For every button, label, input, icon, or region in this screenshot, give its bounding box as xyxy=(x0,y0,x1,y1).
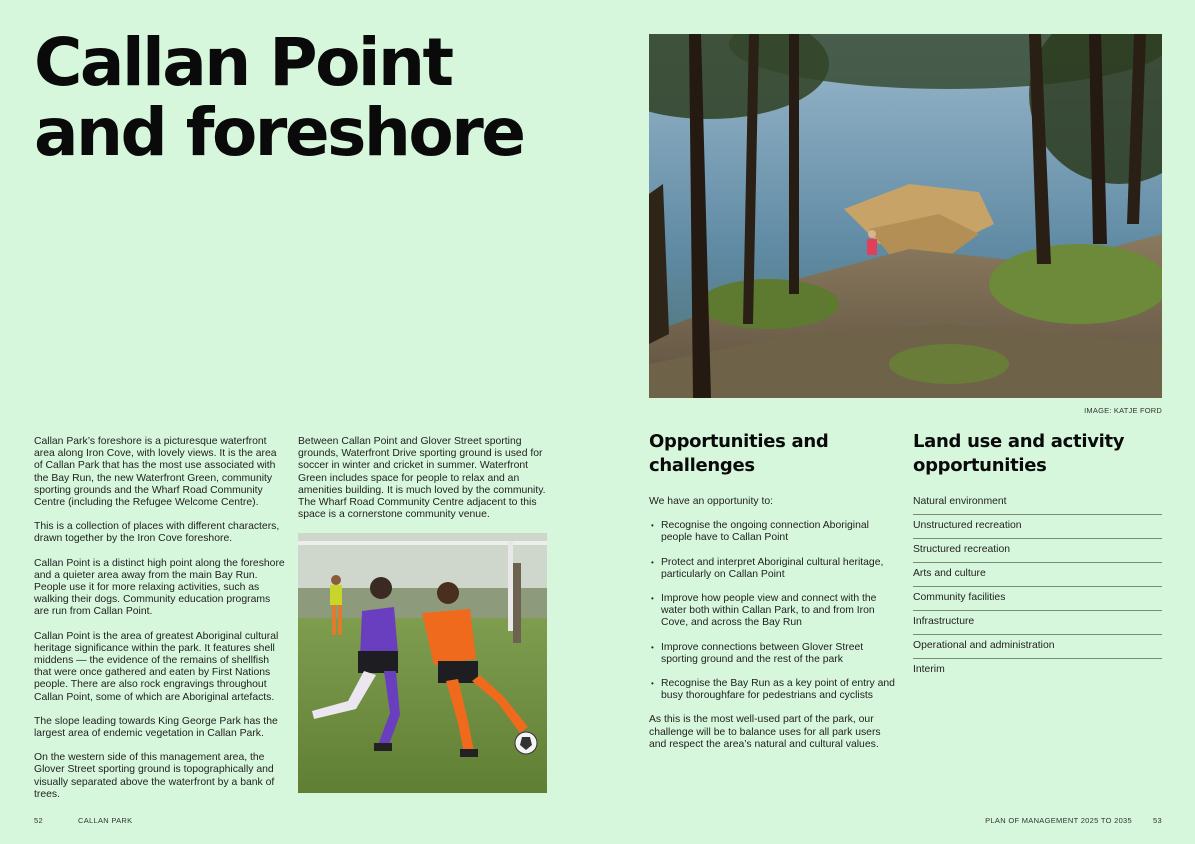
list-item: Unstructured recreation xyxy=(913,516,1162,539)
list-item: • Recognise the Bay Run as a key point of entry and busy thoroughfare for pedestrians and cyclists xyxy=(649,678,897,702)
page-number-left: 52 xyxy=(34,816,43,825)
land-use-heading: Land use and activity opportunities xyxy=(913,431,1125,476)
paragraph: Callan Park’s foreshore is a picturesque waterfront area along Iron Cove, with lovely views. It is the area of Callan Park that has the most use associated with the Bay Run, the new Waterfront Green, community sporting grounds and the Wharf Road Community Centre (including the Refugee Welcome Centre). xyxy=(34,436,277,509)
list-item: Infrastructure xyxy=(913,612,1162,635)
footer-left-label: CALLAN PARK xyxy=(78,816,133,825)
list-item: • Improve how people view and connect with the water both within Callan Park, to and from Iron Cove, and across the Bay Run xyxy=(649,593,897,630)
list-item: • Protect and interpret Aboriginal cultural heritage, particularly on Callan Point xyxy=(649,557,897,581)
paragraph: Between Callan Point and Glover Street sporting grounds, Waterfront Drive sporting ground is used for soccer in winter and cricket in summer. Waterfront Green includes space for people to relax and an amenities building. It is much loved by the community. The Wharf Road Community Centre adjacent to this space is a cornerstone community venue. xyxy=(298,436,546,521)
intro-column xyxy=(34,436,286,813)
land-use-list xyxy=(913,492,1162,684)
list-item: Natural environment xyxy=(913,492,1162,515)
list-item: • Recognise the ongoing connection Aboriginal people have to Callan Point xyxy=(649,520,897,544)
footer-right-label: PLAN OF MANAGEMENT 2025 TO 2035 xyxy=(985,816,1132,825)
opportunities-heading: Opportunities and challenges xyxy=(649,431,829,476)
paragraph: Callan Point is the area of greatest Aboriginal cultural heritage significance within the park. It features shell middens — the evidence of the remains of shellfish that were once gathered and eaten by First Nations people. There are also rock engravings throughout Callan Point, some of which are Aboriginal artefacts. xyxy=(34,630,279,703)
list-item: Community facilities xyxy=(913,588,1162,611)
paragraph: On the western side of this management area, the Glover Street sporting ground is topographically and visually separated above the waterfront by a bank of trees. xyxy=(34,752,275,800)
list-item: • Improve connections between Glover Street sporting ground and the rest of the park xyxy=(649,642,897,666)
opportunities-section xyxy=(649,496,897,751)
paragraph: This is a collection of places with different characters, drawn together by the Iron Cove foreshore. xyxy=(34,521,280,545)
opportunities-list xyxy=(649,520,897,702)
image-credit: IMAGE: KATJE FORD xyxy=(1084,406,1162,415)
list-item: Structured recreation xyxy=(913,540,1162,563)
list-item: Operational and administration xyxy=(913,636,1162,659)
page-number-right: 53 xyxy=(1153,816,1162,825)
foreshore-photo xyxy=(649,34,1162,398)
paragraph: Callan Point is a distinct high point along the foreshore and a quieter area away from the main Bay Run. People use it for more relaxing activities, such as walking their dogs. Community education programs are run from Callan Point. xyxy=(34,557,285,618)
list-item: Arts and culture xyxy=(913,564,1162,587)
second-column xyxy=(298,436,550,533)
opportunities-outro: As this is the most well-used part of the park, our challenge will be to balance uses for all park users and respect the area’s natural and cultural values. xyxy=(649,714,881,750)
page-title: Callan Point and foreshore xyxy=(34,24,524,171)
list-item: Interim xyxy=(913,664,945,675)
opportunities-intro: We have an opportunity to: xyxy=(649,496,773,507)
soccer-photo xyxy=(298,533,547,793)
paragraph: The slope leading towards King George Park has the largest area of endemic vegetation in Callan Park. xyxy=(34,715,278,740)
